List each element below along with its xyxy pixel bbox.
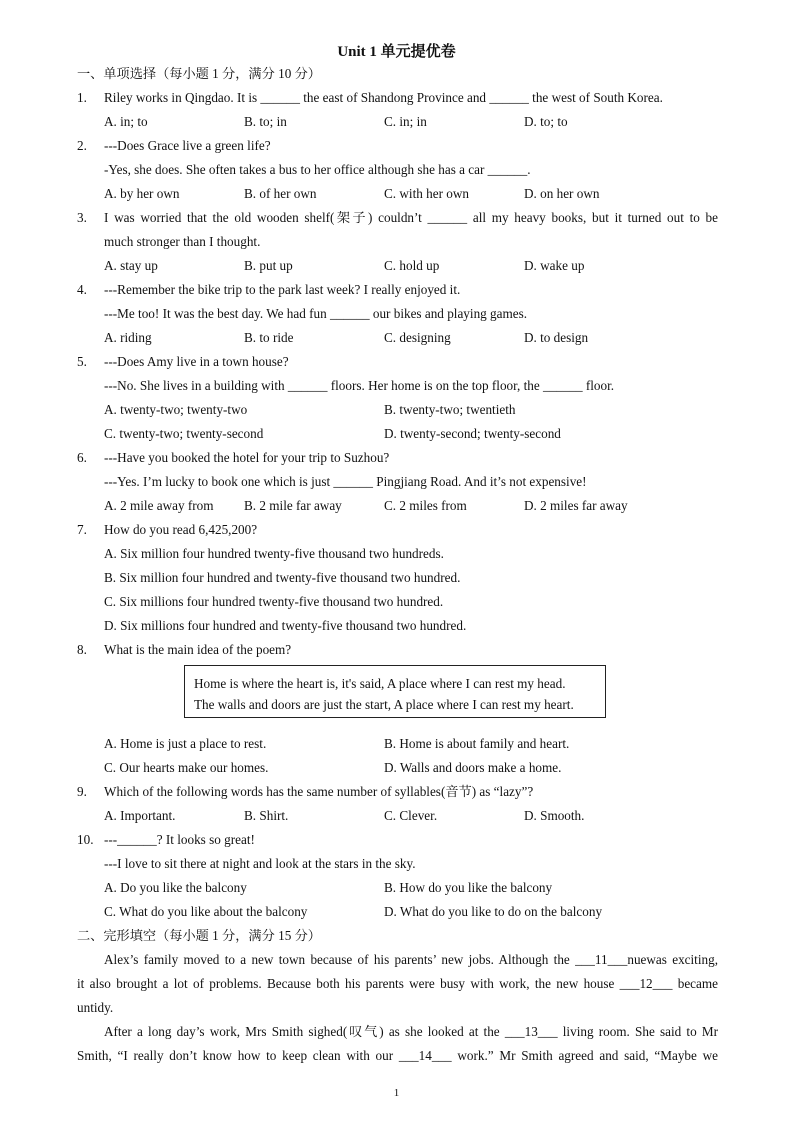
q4-option-d: D. to design: [524, 330, 589, 345]
q8-stem: What is the main idea of the poem?: [104, 642, 292, 657]
q4-number: 4.: [77, 282, 87, 297]
q10-option-a: A. Do you like the balcony: [104, 880, 247, 895]
q7-number: 7.: [77, 522, 87, 537]
q9-number: 9.: [77, 784, 87, 799]
poem-line-2: The walls and doors are just the start, A place where I can rest my heart.: [194, 697, 574, 712]
q3-line-1: I was worried that the old wooden shelf(架子) couldn’t ______ all my heavy books, but it turned out to be: [104, 210, 718, 225]
q7-option-a: A. Six million four hundred twenty-five thousand two hundreds.: [104, 546, 444, 561]
q6-option-d: D. 2 miles far away: [524, 498, 628, 513]
q4-line-1: ---Remember the bike trip to the park last week? I really enjoyed it.: [104, 282, 461, 297]
q9-stem: Which of the following words has the same number of syllables(音节) as “lazy”?: [104, 784, 534, 799]
q4-option-c: C. designing: [384, 330, 451, 345]
q7-option-c: C. Six millions four hundred twenty-five thousand two hundred.: [104, 594, 444, 609]
q4-option-a: A. riding: [104, 330, 152, 345]
q7-option-b: B. Six million four hundred and twenty-five thousand two hundred.: [104, 570, 461, 585]
q7-option-d: D. Six millions four hundred and twenty-five thousand two hundred.: [104, 618, 467, 633]
q9-option-d: D. Smooth.: [524, 808, 585, 823]
q5-option-a: A. twenty-two; twenty-two: [104, 402, 248, 417]
section2-header: 二、完形填空（每小题 1 分，满分 15 分）: [77, 928, 321, 943]
q2-line-2: -Yes, she does. She often takes a bus to her office although she has a car ______.: [104, 162, 531, 177]
q4-line-2: ---Me too! It was the best day. We had fun ______ our bikes and playing games.: [104, 306, 528, 321]
q6-option-c: C. 2 miles from: [384, 498, 467, 513]
q3-number: 3.: [77, 210, 87, 225]
q5-line-2: ---No. She lives in a building with ______ floors. Her home is on the top floor, the ______ floor.: [104, 378, 615, 393]
q10-option-c: C. What do you like about the balcony: [104, 904, 308, 919]
q10-line-2: ---I love to sit there at night and look at the stars in the sky.: [104, 856, 416, 871]
q1-option-d: D. to; to: [524, 114, 568, 129]
q1-stem: Riley works in Qingdao. It is ______ the east of Shandong Province and ______ the west of South Korea.: [104, 90, 663, 105]
page-number: 1: [393, 1087, 400, 1099]
passage-p1-line-1: Alex’s family moved to a new town because of his parents’ new jobs. Although the ___11___nuewas exciting,: [104, 952, 718, 967]
q10-number: 10.: [77, 832, 94, 847]
q1-number: 1.: [77, 90, 87, 105]
q6-line-2: ---Yes. I’m lucky to book one which is just ______ Pingjiang Road. And it’s not expensive!: [104, 474, 587, 489]
q5-option-d: D. twenty-second; twenty-second: [384, 426, 561, 441]
q2-option-a: A. by her own: [104, 186, 180, 201]
q3-option-c: C. hold up: [384, 258, 440, 273]
q6-number: 6.: [77, 450, 87, 465]
q8-option-a: A. Home is just a place to rest.: [104, 736, 267, 751]
q1-option-c: C. in; in: [384, 114, 427, 129]
section1-header: 一、单项选择（每小题 1 分，满分 10 分）: [77, 66, 321, 81]
q3-option-d: D. wake up: [524, 258, 585, 273]
q2-option-c: C. with her own: [384, 186, 469, 201]
q3-option-b: B. put up: [244, 258, 293, 273]
q7-stem: How do you read 6,425,200?: [104, 522, 258, 537]
q8-option-d: D. Walls and doors make a home.: [384, 760, 562, 775]
q9-option-a: A. Important.: [104, 808, 176, 823]
passage-p1-line-2: it also brought a lot of problems. Because both his parents were busy with work, the new house ___12___ became: [77, 976, 718, 991]
q2-number: 2.: [77, 138, 87, 153]
q5-option-b: B. twenty-two; twentieth: [384, 402, 516, 417]
q5-number: 5.: [77, 354, 87, 369]
q5-option-c: C. twenty-two; twenty-second: [104, 426, 264, 441]
q8-option-c: C. Our hearts make our homes.: [104, 760, 269, 775]
q8-number: 8.: [77, 642, 87, 657]
q10-option-b: B. How do you like the balcony: [384, 880, 553, 895]
passage-p2-line-2: Smith, “I really don’t know how to keep clean with our ___14___ work.” Mr Smith agreed and said, “Maybe we: [77, 1048, 718, 1063]
q2-line-1: ---Does Grace live a green life?: [104, 138, 271, 153]
poem-line-1: Home is where the heart is, it's said, A place where I can rest my head.: [194, 676, 566, 691]
q3-option-a: A. stay up: [104, 258, 158, 273]
q2-option-b: B. of her own: [244, 186, 317, 201]
q1-option-b: B. to; in: [244, 114, 287, 129]
q10-line-1: ---______? It looks so great!: [104, 832, 255, 847]
q9-option-c: C. Clever.: [384, 808, 438, 823]
q6-option-b: B. 2 mile far away: [244, 498, 342, 513]
q2-option-d: D. on her own: [524, 186, 600, 201]
q9-option-b: B. Shirt.: [244, 808, 289, 823]
q6-option-a: A. 2 mile away from: [104, 498, 214, 513]
passage-p2-line-1: After a long day’s work, Mrs Smith sighed(叹气) as she looked at the ___13___ living room. She said to Mr: [104, 1024, 718, 1039]
q4-option-b: B. to ride: [244, 330, 294, 345]
page-title: Unit 1 单元提优卷: [337, 44, 456, 60]
q1-option-a: A. in; to: [104, 114, 148, 129]
q8-option-b: B. Home is about family and heart.: [384, 736, 570, 751]
poem-box: [184, 665, 606, 718]
q10-option-d: D. What do you like to do on the balcony: [384, 904, 603, 919]
q5-line-1: ---Does Amy live in a town house?: [104, 354, 289, 369]
q3-line-2: much stronger than I thought.: [104, 234, 261, 249]
q6-line-1: ---Have you booked the hotel for your trip to Suzhou?: [104, 450, 390, 465]
passage-p1-line-3: untidy.: [77, 1000, 114, 1015]
